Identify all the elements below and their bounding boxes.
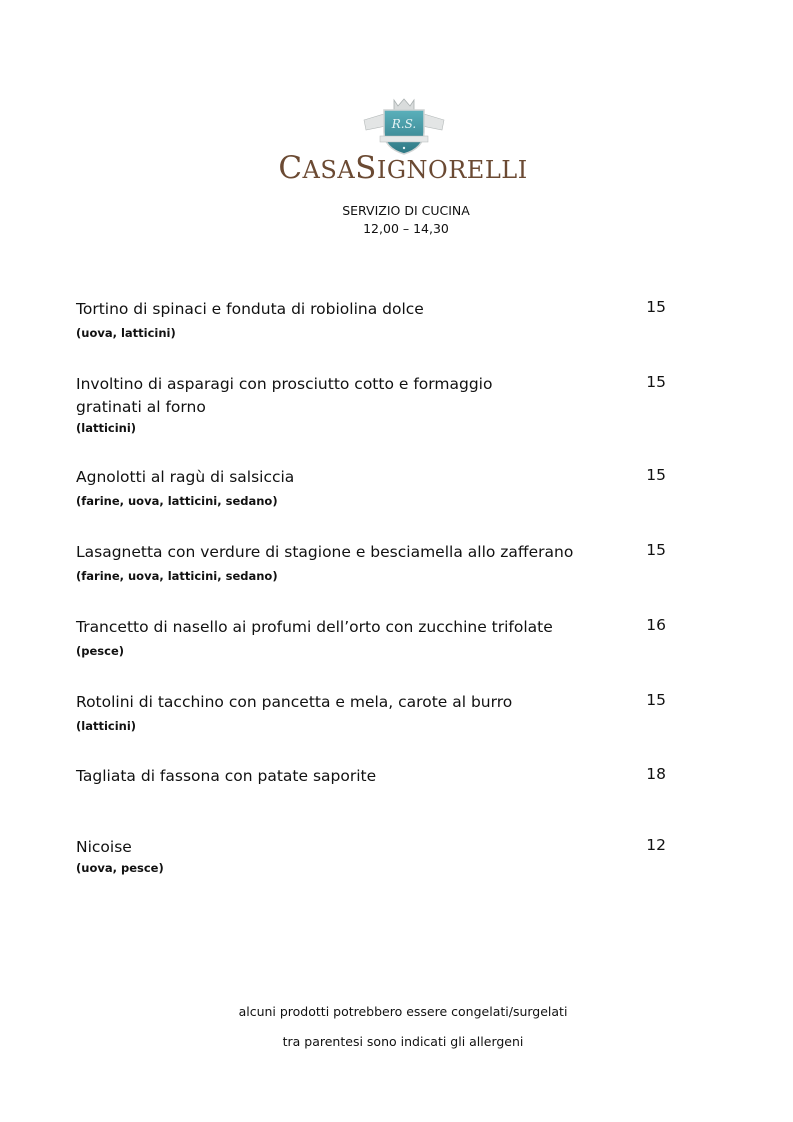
dish-price: 15	[646, 541, 666, 559]
brand-name: CASASIGNORELLI	[278, 150, 528, 186]
dish-price: 16	[646, 616, 666, 634]
crest-icon	[356, 96, 452, 156]
footer-note-allergens: tra parentesi sono indicati gli allergeni	[282, 1034, 524, 1049]
dish-price: 15	[646, 373, 666, 391]
dish-allergens: (latticini)	[76, 421, 137, 435]
dish-allergens: (farine, uova, latticini, sedano)	[76, 494, 278, 508]
dish-name: Agnolotti al ragù di salsiccia	[76, 468, 295, 486]
dish-name: Trancetto di nasello ai profumi dell’orto con zucchine trifolate	[76, 618, 553, 636]
dish-name: Involtino di asparagi con prosciutto cotto e formaggio gratinati al forno	[76, 375, 493, 416]
dish-allergens: (farine, uova, latticini, sedano)	[76, 569, 278, 583]
dish-price: 18	[646, 765, 666, 783]
dish-price: 15	[646, 691, 666, 709]
dish-allergens: (pesce)	[76, 644, 125, 658]
dish-name: Tortino di spinaci e fonduta di robiolina dolce	[76, 300, 424, 318]
dish-name: Lasagnetta con verdure di stagione e besciamella allo zafferano	[76, 543, 574, 561]
dish-price: 15	[646, 298, 666, 316]
dish-name: Rotolini di tacchino con pancetta e mela, carote al burro	[76, 693, 513, 711]
dish-price: 15	[646, 466, 666, 484]
logo	[0, 96, 793, 186]
dish-price: 12	[646, 836, 666, 854]
service-title: SERVIZIO DI CUCINA	[342, 203, 470, 218]
dish-name: Nicoise	[76, 838, 132, 856]
dish-name: Tagliata di fassona con patate saporite	[76, 767, 377, 785]
dish-allergens: (uova, pesce)	[76, 861, 164, 875]
dish-allergens: (latticini)	[76, 719, 137, 733]
service-hours: 12,00 – 14,30	[363, 221, 449, 236]
footer-note-frozen: alcuni prodotti potrebbero essere congelati/surgelati	[238, 1004, 568, 1019]
crest-monogram: R.S.	[391, 117, 417, 131]
dish-allergens: (uova, latticini)	[76, 326, 176, 340]
